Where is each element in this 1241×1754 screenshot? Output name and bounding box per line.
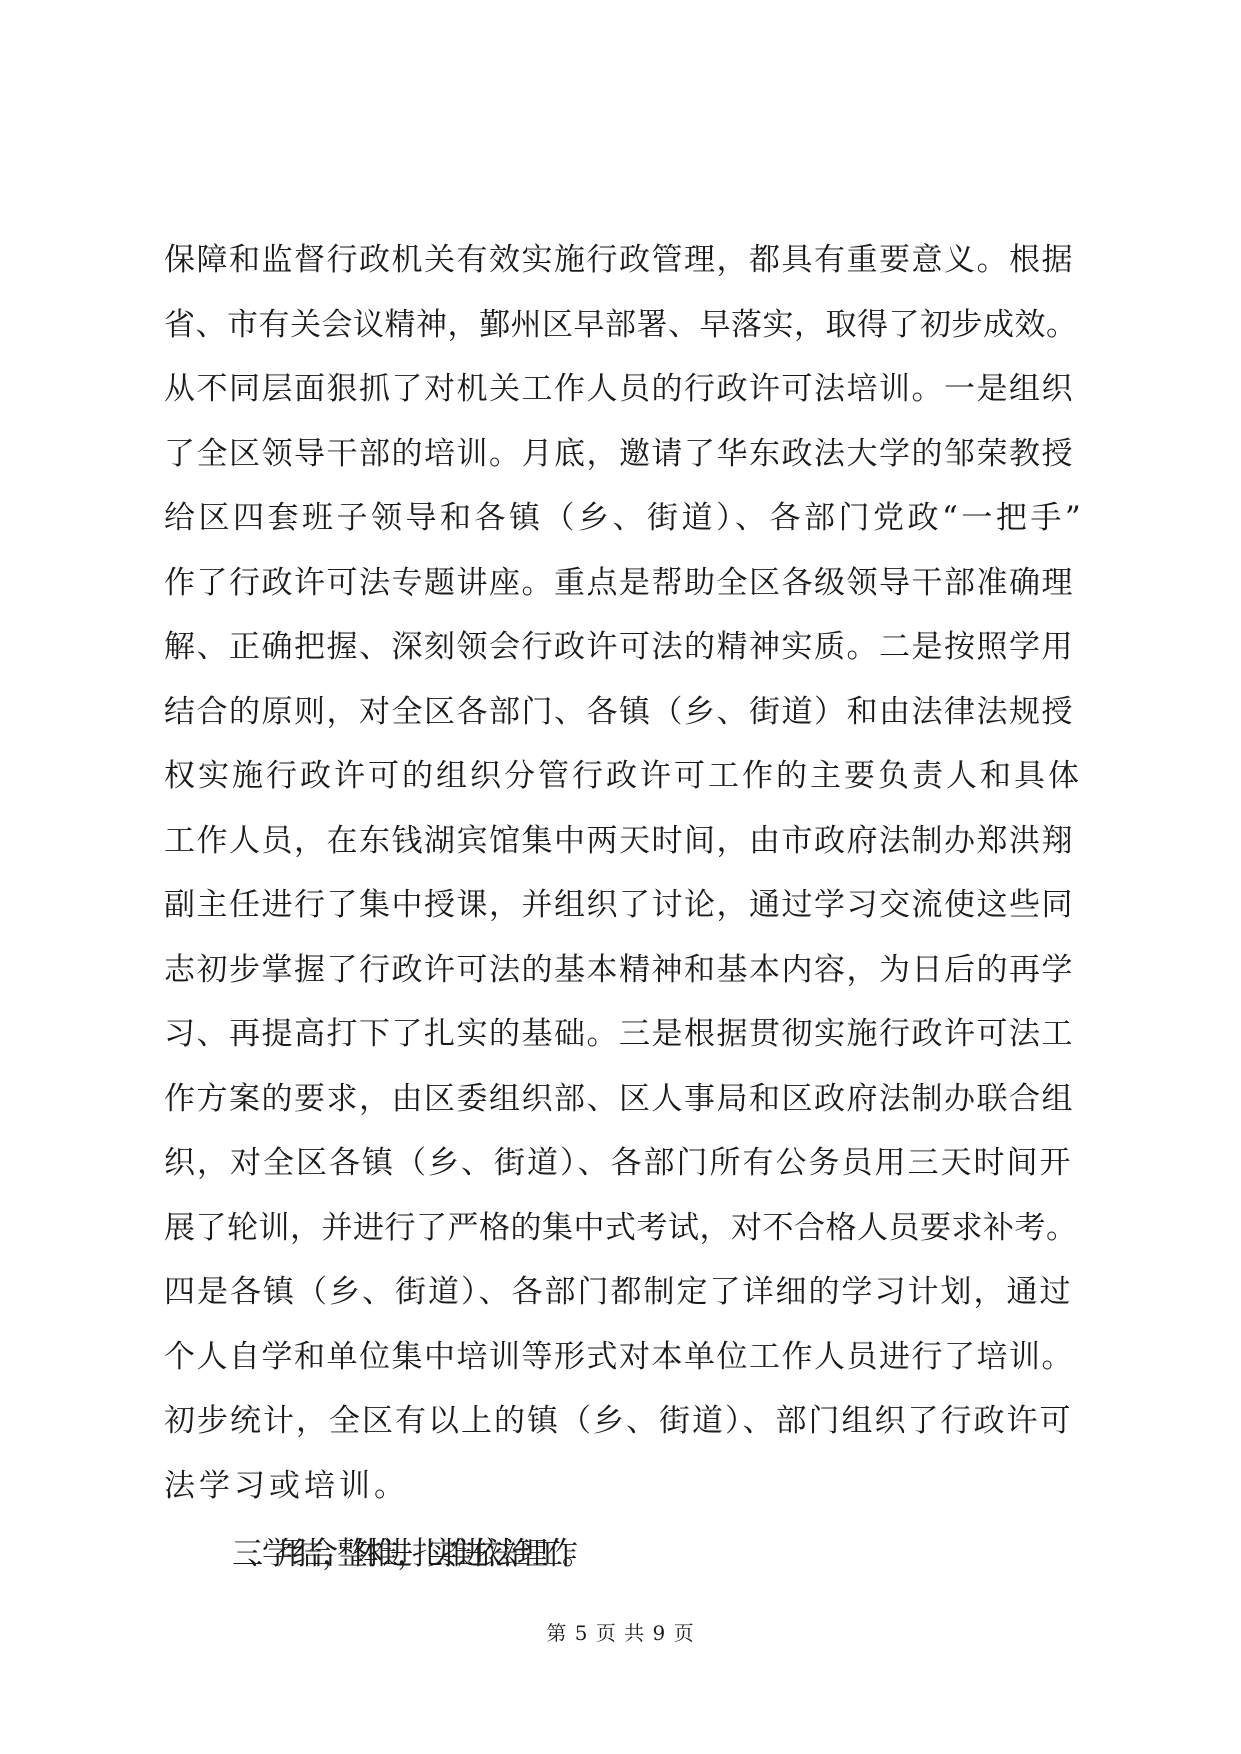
text-line: 织，对全区各镇（乡、街道）、各部门所有公务员用三天时间开	[164, 1145, 1073, 1181]
text-line: 保障和监督行政机关有效实施行政管理，都具有重要意义。根据	[164, 242, 1074, 278]
page-number: 第 5 页 共 9 页	[546, 1621, 695, 1645]
text-line: 副主任进行了集中授课，并组织了讨论，通过学习交流使这些同	[164, 887, 1074, 923]
page-footer	[0, 1617, 1241, 1646]
text-line: 省、市有关会议精神，鄞州区早部署、早落实，取得了初步成效。	[164, 306, 1078, 343]
text-line: 法学习或培训。	[164, 1467, 409, 1504]
text-line: 习、再提高打下了扎实的基础。三是根据贯彻实施行政许可法工	[164, 1016, 1074, 1052]
text-line: 权实施行政许可的组织分管行政许可工作的主要负责人和具体	[164, 758, 1082, 794]
body-text	[164, 228, 1084, 1587]
text-line: 给区四套班子领导和各镇（乡、街道）、各部门党政“一把手”	[164, 500, 1085, 536]
text-line: 个人自学和单位集中培训等形式对本单位工作人员进行了培训。	[164, 1338, 1074, 1375]
text-line: 志初步掌握了行政许可法的基本精神和基本内容，为日后的再学	[164, 951, 1074, 988]
text-line: 展了轮训，并进行了严格的集中式考试，对不合格人员要求补考。	[164, 1209, 1078, 1246]
text-line: 四是各镇（乡、街道）、各部门都制定了详细的学习计划，通过	[164, 1274, 1073, 1310]
section-heading: 三、学用结合，整体推进，扎实推进依法治理工作。	[232, 1536, 577, 1572]
text-line: 初步统计，全区有以上的镇（乡、街道）、部门组织了行政许可	[164, 1403, 1073, 1439]
text-line: 结合的原则，对全区各部门、各镇（乡、街道）和由法律法规授	[164, 693, 1074, 730]
text-line: 工作人员，在东钱湖宾馆集中两天时间，由市政府法制办郑洪翔	[164, 822, 1074, 859]
text-line: 了全区领导干部的培训。月底，邀请了华东政法大学的邹荣教授	[164, 435, 1074, 472]
text-line: 作了行政许可法专题讲座。重点是帮助全区各级领导干部准确理	[164, 564, 1074, 601]
text-line: 作方案的要求，由区委组织部、区人事局和区政府法制办联合组	[164, 1080, 1074, 1117]
text-line: 从不同层面狠抓了对机关工作人员的行政许可法培训。一是组织	[164, 371, 1074, 407]
text-line: 解、正确把握、深刻领会行政许可法的精神实质。二是按照学用	[164, 629, 1074, 665]
